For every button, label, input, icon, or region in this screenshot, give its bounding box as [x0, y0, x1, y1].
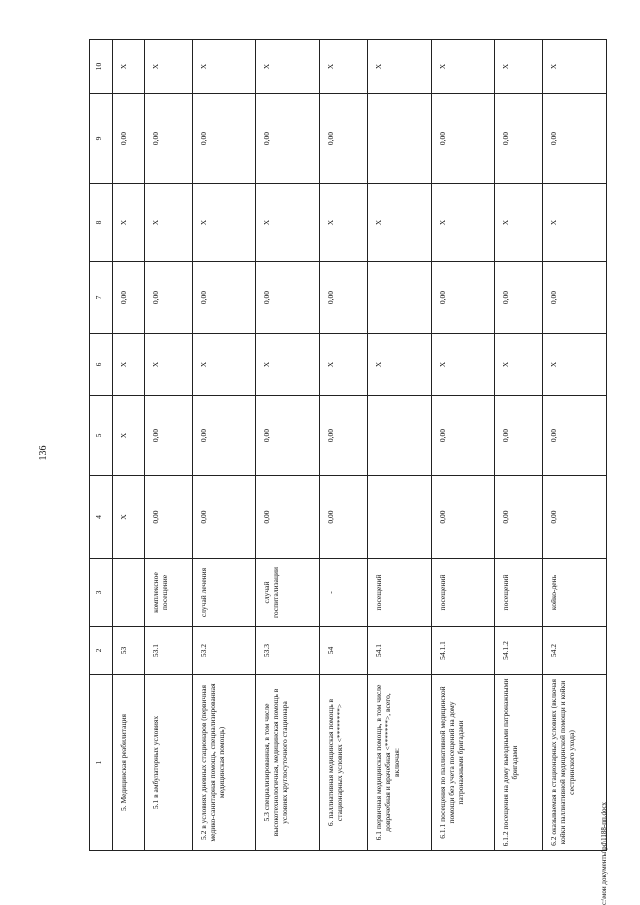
table-cell: 0,00 [256, 262, 320, 334]
table-cell: X [144, 334, 192, 396]
table-cell: 0,00 [320, 94, 368, 184]
table-cell: случай лечения [192, 559, 256, 627]
table-cell: 0,00 [495, 262, 543, 334]
table-cell: 6.1 первичная медицинская помощь, в том числе доврачебная и врачебная <*******>, всего, включая: [367, 675, 431, 851]
column-header: 5 [90, 396, 113, 476]
table-cell: X [431, 184, 495, 262]
table-row [320, 40, 368, 851]
table-cell: 54.1.2 [495, 627, 543, 675]
table-cell: 53.2 [192, 627, 256, 675]
table-cell: 5. Медицинская реабилитация [113, 675, 145, 851]
table-cell: 0,00 [431, 94, 495, 184]
table-cell: 53.3 [256, 627, 320, 675]
table-row [113, 40, 145, 851]
table-cell: X [543, 184, 607, 262]
table-cell: 0,00 [144, 262, 192, 334]
column-header: 8 [90, 184, 113, 262]
table-cell: X [543, 334, 607, 396]
table-cell: X [256, 184, 320, 262]
table-cell: 6. паллиативная медицинская помощь в стационарных условиях <********> [320, 675, 368, 851]
table-cell: X [367, 184, 431, 262]
column-header: 6 [90, 334, 113, 396]
table-row [543, 40, 607, 851]
table-row [495, 40, 543, 851]
table-cell: посещений [367, 559, 431, 627]
table-cell: 54 [320, 627, 368, 675]
table-cell: X [495, 40, 543, 94]
table-cell: X [431, 40, 495, 94]
table-cell: X [144, 184, 192, 262]
table-cell: X [192, 184, 256, 262]
column-header: 4 [90, 476, 113, 559]
table-cell: X [495, 184, 543, 262]
table-cell: X [495, 334, 543, 396]
footer-file-path: c:\мои документы\pd\1188-пп.docx [600, 801, 608, 905]
table-row [144, 40, 192, 851]
table-cell: 0,00 [192, 94, 256, 184]
table-cell: 53 [113, 627, 145, 675]
table-row [192, 40, 256, 851]
table-cell: 6.1.2 посещения на дому выездными патронажными бригадами [495, 675, 543, 851]
table-cell: 0,00 [495, 476, 543, 559]
table-cell: X [543, 40, 607, 94]
table-cell: 54.1.1 [431, 627, 495, 675]
column-header: 7 [90, 262, 113, 334]
table-cell: 0,00 [543, 94, 607, 184]
table-cell: случай госпитализации [256, 559, 320, 627]
table-cell: посещений [431, 559, 495, 627]
table-cell: 0,00 [113, 94, 145, 184]
table-cell: X [256, 40, 320, 94]
table-cell: 6.1.1 посещения по паллиативной медицинской помощи без учета посещений на дому патронажными бригадами [431, 675, 495, 851]
table-cell: комплексное посещение [144, 559, 192, 627]
table-cell: 0,00 [543, 262, 607, 334]
table-cell: 54.2 [543, 627, 607, 675]
table-cell: X [367, 334, 431, 396]
table-cell: 0,00 [256, 476, 320, 559]
table-cell: 53.1 [144, 627, 192, 675]
page-number: 136 [38, 445, 49, 461]
table-cell [367, 94, 431, 184]
table-cell: 0,00 [192, 476, 256, 559]
table-cell: посещений [495, 559, 543, 627]
table-cell: X [320, 334, 368, 396]
table-cell: X [367, 40, 431, 94]
column-header: 2 [90, 627, 113, 675]
table-row [367, 40, 431, 851]
table-cell [113, 559, 145, 627]
table-cell: X [113, 334, 145, 396]
table-cell: 54.1 [367, 627, 431, 675]
data-table-container [89, 40, 607, 851]
table-cell: 0,00 [495, 94, 543, 184]
table-cell [367, 396, 431, 476]
table-cell: 0,00 [256, 396, 320, 476]
table-cell: 0,00 [256, 94, 320, 184]
table-cell: 0,00 [431, 396, 495, 476]
table-cell: X [144, 40, 192, 94]
table-cell: X [113, 476, 145, 559]
table-cell: X [192, 334, 256, 396]
table-cell: - [320, 559, 368, 627]
table-cell: 0,00 [431, 476, 495, 559]
column-header: 10 [90, 40, 113, 94]
table-cell: 5.1 в амбулаторных условиях [144, 675, 192, 851]
table-cell: 0,00 [113, 262, 145, 334]
table-cell: X [320, 40, 368, 94]
table-cell: 0,00 [144, 476, 192, 559]
column-header: 3 [90, 559, 113, 627]
table-row [256, 40, 320, 851]
table-cell: 0,00 [320, 262, 368, 334]
data-table [89, 39, 607, 851]
table-cell: X [320, 184, 368, 262]
column-header: 9 [90, 94, 113, 184]
table-cell: X [431, 334, 495, 396]
table-cell: 6.2 оказываемая в стационарных условиях (включая койки паллиативной медицинской помощи и койки сестринского ухода) [543, 675, 607, 851]
table-cell: 0,00 [543, 476, 607, 559]
table-cell: 0,00 [543, 396, 607, 476]
table-cell: 0,00 [495, 396, 543, 476]
table-cell: X [113, 396, 145, 476]
table-cell: 0,00 [320, 396, 368, 476]
table-cell: 5.3 специализированная, в том числе высокотехнологичная, медицинская помощь в условиях круглосуточного стационара [256, 675, 320, 851]
table-cell [367, 476, 431, 559]
table-cell: 0,00 [431, 262, 495, 334]
table-cell: X [192, 40, 256, 94]
table-cell: 5.2 в условиях дневных стационаров (первичная медико-санитарная помощь, специализированная медицинская помощь) [192, 675, 256, 851]
table-header-row [90, 40, 113, 851]
column-header: 1 [90, 675, 113, 851]
table-row [431, 40, 495, 851]
table-cell: X [256, 334, 320, 396]
table-cell: 0,00 [144, 396, 192, 476]
table-cell [367, 262, 431, 334]
table-cell: X [113, 184, 145, 262]
table-body [113, 40, 607, 851]
table-cell: 0,00 [192, 396, 256, 476]
table-cell: 0,00 [192, 262, 256, 334]
table-cell: 0,00 [320, 476, 368, 559]
table-cell: койко-день [543, 559, 607, 627]
table-cell: 0,00 [144, 94, 192, 184]
table-cell: X [113, 40, 145, 94]
